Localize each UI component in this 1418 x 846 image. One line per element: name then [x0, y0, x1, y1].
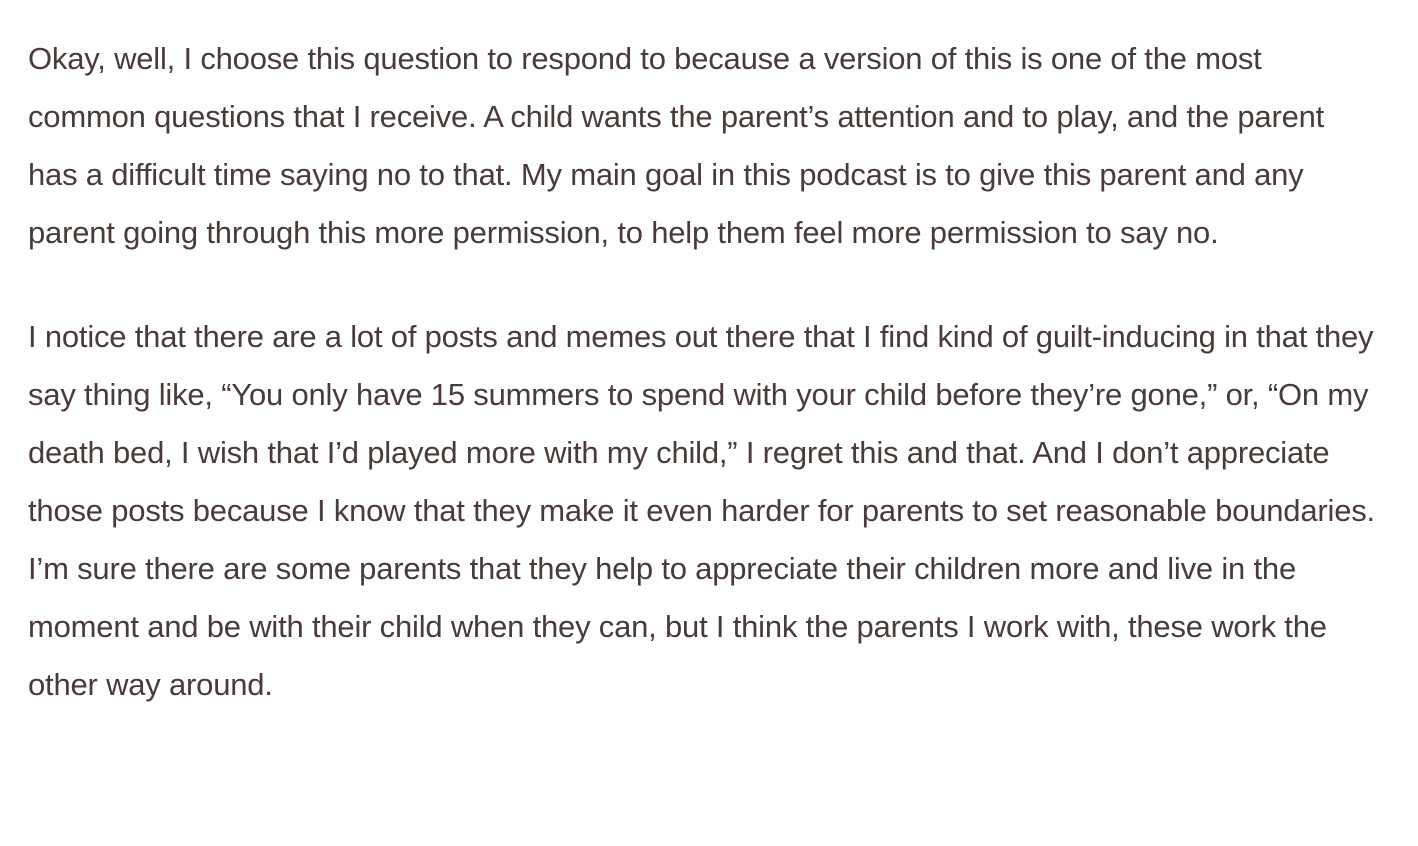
paragraph-2: I notice that there are a lot of posts and memes out there that I find kind of guilt-inducing in that they say thing like, “You only have 15 summers to spend with your child before they’re gone,” or, “On my death bed, I wish that I’d played more with my child,” I regret this and that. And I don’t appreciate those posts because I know that they make it even harder for parents to set reasonable boundaries. I’m sure there are some parents that they help to appreciate their children more and live in the moment and be with their child when they can, but I think the parents I work with, these work the other way around.	[28, 319, 1375, 702]
paragraph-1: Okay, well, I choose this question to respond to because a version of this is one of the most common questions that I receive. A child wants the parent’s attention and to play, and the parent has a difficult time saying no to that. My main goal in this podcast is to give this parent and any parent going through this more permission, to help them feel more permission to say no.	[28, 41, 1325, 250]
